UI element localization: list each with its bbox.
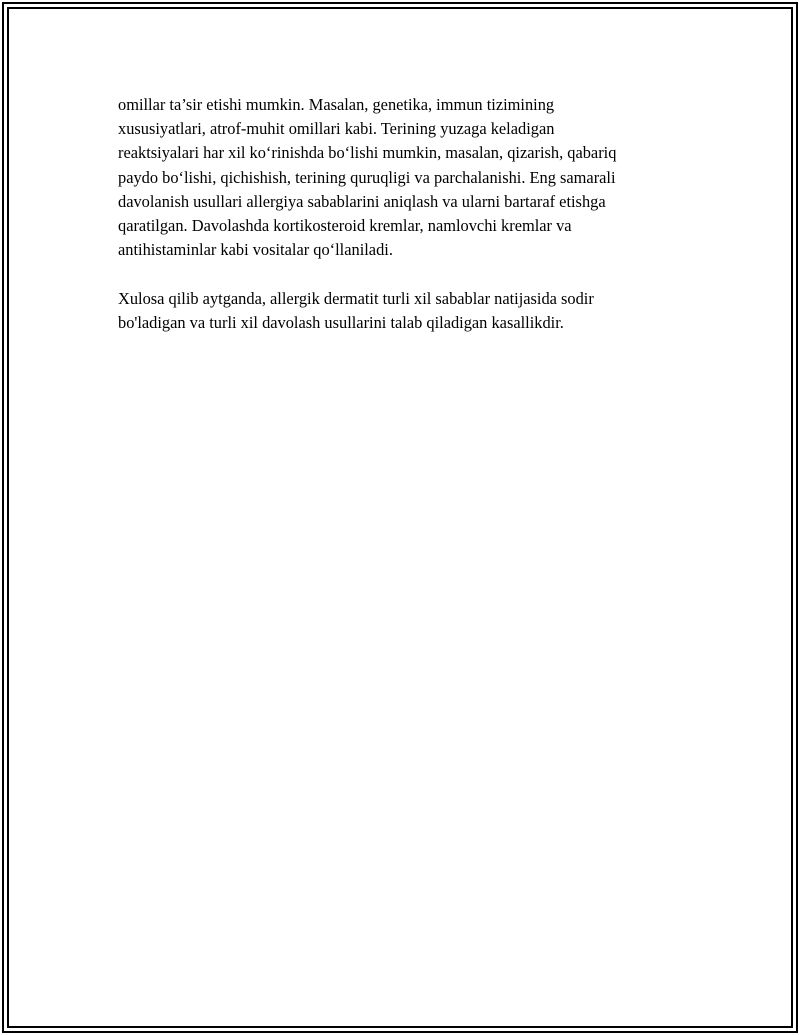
paragraph-line: qaratilgan. Davolashda kortikosteroid kremlar, namlovchi kremlar va <box>118 216 572 236</box>
paragraph-line: omillar ta’sir etishi mumkin. Masalan, genetika, immun tizimining <box>118 95 555 114</box>
paragraph-line: reaktsiyalari har xil ko‘rinishda bo‘lishi mumkin, masalan, qizarish, qabariq <box>118 143 617 163</box>
paragraph-line: antihistaminlar kabi vositalar qo‘llaniladi. <box>118 240 393 260</box>
paragraph-line: Xulosa qilib aytganda, allergik dermatit turli xil sabablar natijasida sodir <box>118 288 594 308</box>
paragraph-line: davolanish usullari allergiya sabablarini aniqlash va ularni bartaraf etishga <box>118 191 606 211</box>
document-body <box>118 93 698 335</box>
paragraph-2 <box>118 287 698 335</box>
paragraph-line: bo'ladigan va turli xil davolash usullarini talab qiladigan kasallikdir. <box>118 312 564 332</box>
paragraph-line: xususiyatlari, atrof-muhit omillari kabi. Terining yuzaga keladigan <box>118 119 555 139</box>
paragraph-line: paydo bo‘lishi, qichishish, terining quruqligi va parchalanishi. Eng samarali <box>118 167 616 187</box>
paragraph-1 <box>118 93 698 262</box>
